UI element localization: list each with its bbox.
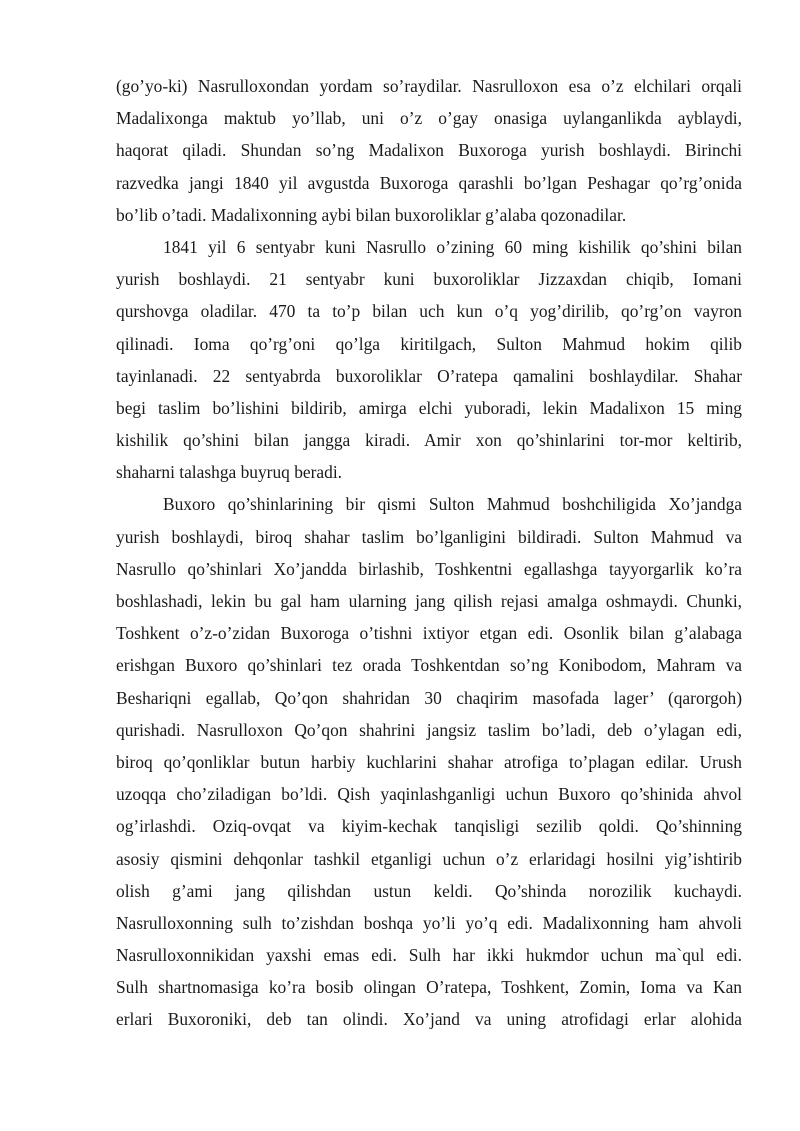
- text-line: Nasrulloxonnikidan yaxshi emas edi. Sulh har ikki hukmdor uchun ma`qul edi.: [116, 945, 742, 966]
- text-line: asosiy qismini dehqonlar tashkil etganligi uchun o’z erlaridagi hosilni yig’ishtirib: [116, 848, 742, 869]
- body-text: [116, 70, 742, 1036]
- text-line: og’irlashdi. Oziq-ovqat va kiyim-kechak tanqisligi sezilib qoldi. Qo’shinning: [116, 816, 742, 837]
- text-line: Sulh shartnomasiga ko’ra bosib olingan O’ratepa, Toshkent, Zomin, Ioma va Kan: [116, 977, 742, 998]
- text-line: boshlashadi, lekin bu gal ham ularning jang qilish rejasi amalga oshmaydi. Chunki,: [116, 591, 742, 611]
- text-line: yurish boshlaydi, biroq shahar taslim bo’lganligini bildiradi. Sulton Mahmud va: [116, 526, 742, 547]
- text-line: qurshovga oladilar. 470 ta to’p bilan uch kun o’q yog’dirilib, qo’rg’on vayron: [116, 301, 742, 322]
- paragraph-2: [116, 231, 742, 489]
- text-line: 1841 yil 6 sentyabr kuni Nasrullo o’zining 60 ming kishilik qo’shini bilan: [163, 236, 742, 257]
- text-line: yurish boshlaydi. 21 sentyabr kuni buxoroliklar Jizzaxdan chiqib, Iomani: [116, 269, 742, 290]
- text-line: Madalixonga maktub yo’llab, uni o’z o’gay onasiga uylanganlikda ayblaydi,: [116, 108, 742, 129]
- text-line: qurishadi. Nasrulloxon Qo’qon shahrini jangsiz taslim bo’ladi, deb o’ylagan edi,: [116, 719, 742, 740]
- paragraph-1: [116, 70, 742, 231]
- text-line: begi taslim bo’lishini bildirib, amirga elchi yuboradi, lekin Madalixon 15 ming: [116, 397, 742, 418]
- text-line: olish g’ami jang qilishdan ustun keldi. Qo’shinda norozilik kuchaydi.: [116, 880, 742, 901]
- text-line: Nasrullo qo’shinlari Xo’jandda birlashib, Toshkentni egallashga tayyorgarlik ko’ra: [116, 558, 742, 579]
- text-line: razvedka jangi 1840 yil avgustda Buxoroga qarashli bo’lgan Peshagar qo’rg’onida: [116, 172, 742, 193]
- text-line: Toshkent o’z-o’zidan Buxoroga o’tishni ixtiyor etgan edi. Osonlik bilan g’alabaga: [116, 623, 742, 644]
- text-line: Buxoro qo’shinlarining bir qismi Sulton Mahmud boshchiligida Xo’jandga: [163, 494, 742, 515]
- text-line: tayinlanadi. 22 sentyabrda buxoroliklar O’ratepa qamalini boshlaydilar. Shahar: [116, 365, 742, 386]
- text-line: biroq qo’qonliklar butun harbiy kuchlarini shahar atrofiga to’plagan edilar. Urush: [116, 751, 742, 772]
- text-line: Beshariqni egallab, Qo’qon shahridan 30 chaqirim masofada lager’ (qarorgoh): [116, 687, 742, 708]
- text-line: Nasrulloxonning sulh to’zishdan boshqa yo’li yo’q edi. Madalixonning ham ahvoli: [116, 912, 742, 933]
- text-line: (go’yo-ki) Nasrulloxondan yordam so’raydilar. Nasrulloxon esa o’z elchilari orqali: [116, 76, 742, 96]
- text-line: erlari Buxoroniki, deb tan olindi. Xo’jand va uning atrofidagi erlar alohida: [116, 1009, 742, 1030]
- text-line: bo’lib o’tadi. Madalixonning aybi bilan buxoroliklar g’alaba qozonadilar.: [116, 204, 627, 225]
- text-line: haqorat qiladi. Shundan so’ng Madalixon Buxoroga yurish boshlaydi. Birinchi: [116, 140, 742, 161]
- text-line: uzoqqa cho’ziladigan bo’ldi. Qish yaqinlashganligi uchun Buxoro qo’shinida ahvol: [116, 784, 742, 805]
- text-line: erishgan Buxoro qo’shinlari tez orada Toshkentdan so’ng Konibodom, Mahram va: [116, 655, 742, 676]
- text-line: kishilik qo’shini bilan jangga kiradi. Amir xon qo’shinlarini tor-mor keltirib,: [116, 430, 742, 451]
- text-line: shaharni talashga buyruq beradi.: [116, 462, 343, 483]
- paragraph-3: [116, 488, 742, 1035]
- text-line: qilinadi. Ioma qo’rg’oni qo’lga kiritilgach, Sulton Mahmud hokim qilib: [116, 333, 742, 354]
